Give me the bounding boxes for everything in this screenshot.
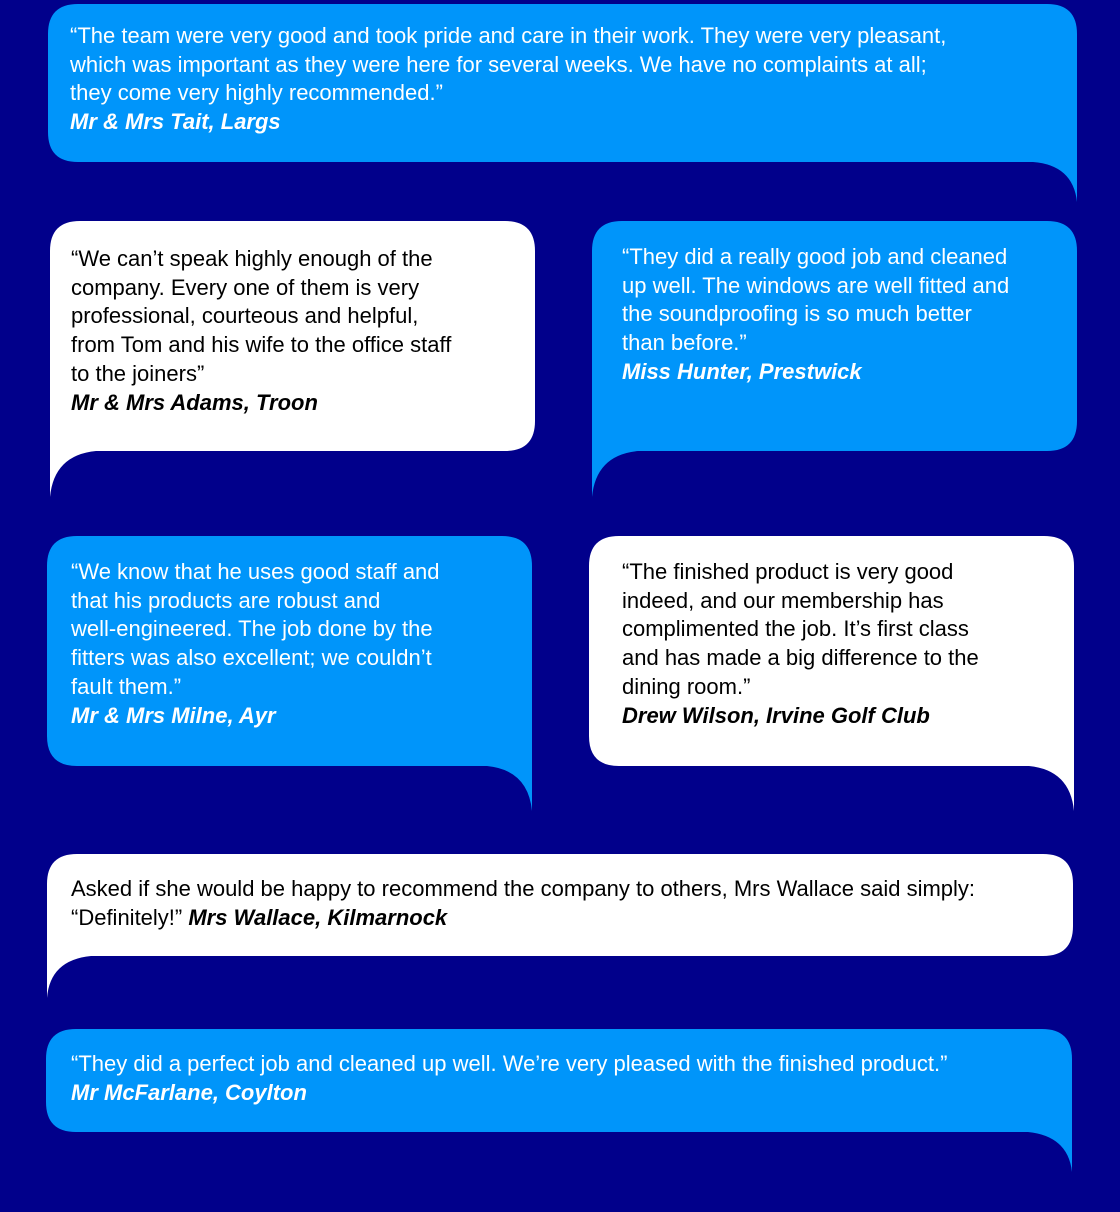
testimonial-author: Mrs Wallace, Kilmarnock: [188, 904, 448, 930]
testimonial-text: [622, 558, 979, 730]
testimonial-author: Mr & Mrs Milne, Ayr: [71, 702, 276, 728]
testimonial-text: [622, 243, 1009, 387]
testimonial-text: [71, 558, 440, 730]
testimonial-bubble-milne: [47, 536, 533, 811]
testimonial-quote: “We know that he uses good staff and that his products are robust and well-engineered. The job done by the fitters was also excellent; we couldn’t fault them.”: [71, 559, 440, 699]
testimonial-author: Mr & Mrs Adams, Troon: [71, 389, 318, 415]
testimonial-bubble-adams: [50, 221, 536, 497]
testimonial-quote: “The team were very good and took pride and care in their work. They were very pleasant, which was important as they were here for several weeks. We have no complaints at all; they come very highly recommended.”: [70, 23, 947, 106]
testimonial-text: [71, 875, 975, 932]
testimonial-bubble-hunter: [592, 221, 1078, 497]
testimonial-bubble-wallace: [47, 854, 1074, 998]
testimonial-bubble-wilson: [589, 536, 1075, 811]
testimonial-bubble-mcfarlane: [46, 1029, 1073, 1172]
testimonial-quote: “We can’t speak highly enough of the company. Every one of them is very professional, courteous and helpful, from Tom and his wife to the office staff to the joiners”: [71, 246, 452, 386]
testimonial-quote: “They did a really good job and cleaned up well. The windows are well fitted and the soundproofing is so much better than before.”: [622, 244, 1010, 356]
testimonial-author: Mr & Mrs Tait, Largs: [70, 109, 281, 135]
testimonial-author: Miss Hunter, Prestwick: [622, 358, 862, 384]
testimonial-quote: “They did a perfect job and cleaned up well. We’re very pleased with the finished product.”: [71, 1051, 948, 1076]
testimonial-author: Drew Wilson, Irvine Golf Club: [622, 702, 930, 728]
testimonial-bubble-tait: [48, 4, 1078, 202]
testimonial-quote: Asked if she would be happy to recommend the company to others, Mrs Wallace said simply: “Definitely!”: [71, 876, 976, 930]
testimonial-text: [70, 22, 946, 137]
testimonial-text: [71, 1050, 947, 1107]
testimonial-author: Mr McFarlane, Coylton: [71, 1079, 307, 1105]
testimonial-quote: “The finished product is very good indeed, and our membership has complimented the job. It’s first class and has made a big difference to the dining room.”: [622, 559, 979, 699]
testimonial-text: [71, 245, 451, 417]
